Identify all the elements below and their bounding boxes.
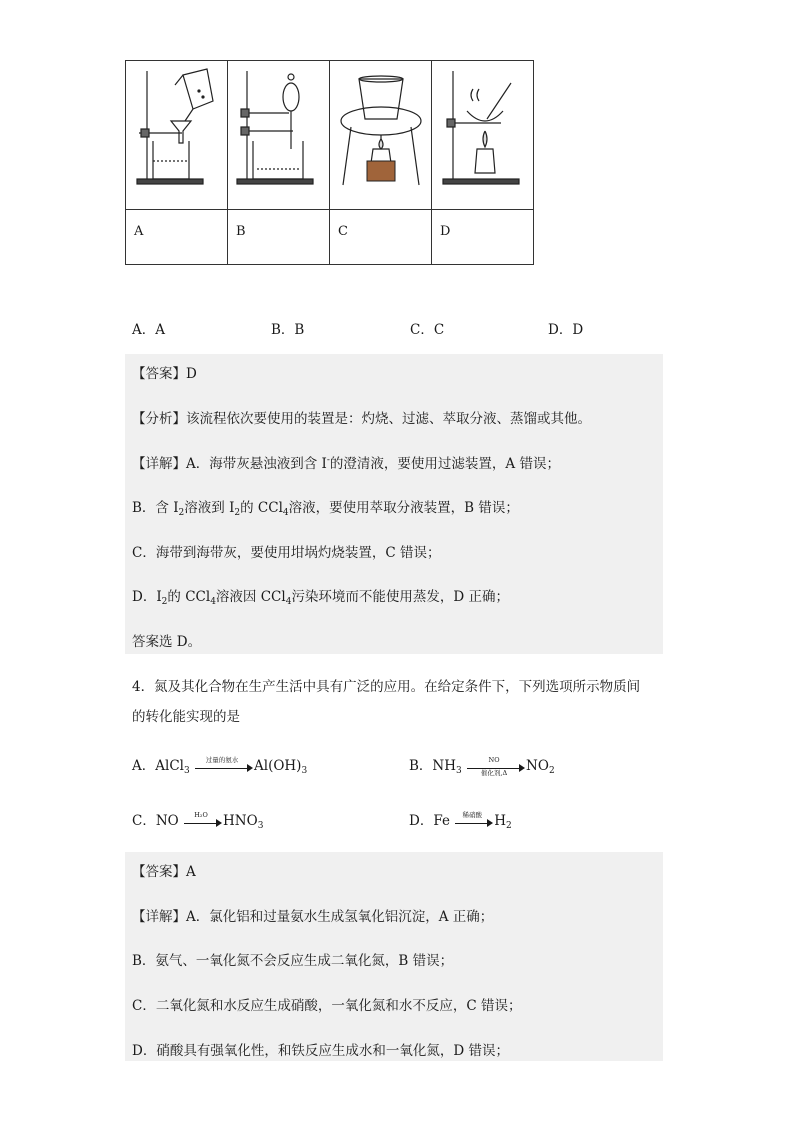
apparatus-label-b: B [228, 210, 330, 265]
q4-answer: 【答案】A [132, 864, 196, 880]
q3-option-d: D．D [548, 322, 584, 338]
apparatus-cell-c [330, 61, 432, 210]
crucible-heating-apparatus-image [331, 61, 431, 207]
filtration-apparatus-image [127, 61, 227, 207]
apparatus-table [125, 60, 534, 265]
q4-detail-c: C．二氧化氮和水反应生成硝酸，一氧化氮和水不反应，C 错误； [132, 998, 522, 1014]
q3-option-b: B．B [271, 322, 305, 338]
q4-stem-line-2: 的转化能实现的是 [132, 709, 240, 725]
q3-detail-a: 【详解】A．海带灰悬浊液到含 I-的澄清液，要使用过滤装置，A 错误； [132, 455, 560, 472]
reaction-arrow: 稀硝酸 [455, 815, 493, 829]
reaction-arrow: NO 催化剂,Δ [467, 760, 525, 774]
separatory-funnel-apparatus-image [229, 61, 329, 207]
q3-conclusion: 答案选 D。 [132, 634, 202, 650]
q3-detail-d: D．$I_2$的 CCl$_4$溶液因 CCl$_4$污染环境而不能使用蒸发，D 正确； [132, 589, 510, 607]
q4-detail-a: 【详解】A．氯化铝和过量氨水生成氢氧化铝沉淀，A 正确； [132, 909, 494, 925]
apparatus-label-c: C [330, 210, 432, 265]
q3-answer: 【答案】D [132, 366, 197, 382]
q4-option-b: B．$NH_3$ NO 催化剂,Δ $NO_2$ [409, 755, 555, 777]
q4-option-a: A．AlCl$_3$ 过量的氨水 $Al(OH)_3$ [132, 755, 308, 776]
q4-option-c: C．NO H₂O $HNO_3$ [132, 810, 264, 831]
q3-detail-b: B．含 $I_2$溶液到 $I_2$的 CCl$_4$溶液，要使用萃取分液装置，B 错误； [132, 500, 519, 518]
q4-option-d: D．Fe 稀硝酸 $H_2$ [409, 810, 512, 831]
reaction-arrow: H₂O [184, 815, 222, 829]
apparatus-label-d: D [432, 210, 534, 265]
apparatus-cell-d [432, 61, 534, 210]
q4-detail-b: B．氨气、一氧化氮不会反应生成二氧化氮，B 错误； [132, 953, 454, 969]
q4-stem-line-1: 4．氮及其化合物在生产生活中具有广泛的应用。在给定条件下，下列选项所示物质间 [132, 679, 641, 695]
reaction-arrow: 过量的氨水 [195, 760, 253, 774]
q3-option-c: C．C [410, 322, 445, 338]
evaporation-apparatus-image [433, 61, 533, 207]
apparatus-cell-a [126, 61, 228, 210]
q3-option-a: A．A [132, 322, 165, 338]
q4-detail-d: D．硝酸具有强氧化性，和铁反应生成水和一氧化氮，D 错误； [132, 1043, 509, 1059]
q3-detail-c: C．海带到海带灰，要使用坩埚灼烧装置，C 错误； [132, 545, 441, 561]
apparatus-cell-b [228, 61, 330, 210]
apparatus-label-a: A [126, 210, 228, 265]
q3-analysis: 【分析】该流程依次要使用的装置是：灼烧、过滤、萃取分液、蒸馏或其他。 [132, 411, 591, 427]
